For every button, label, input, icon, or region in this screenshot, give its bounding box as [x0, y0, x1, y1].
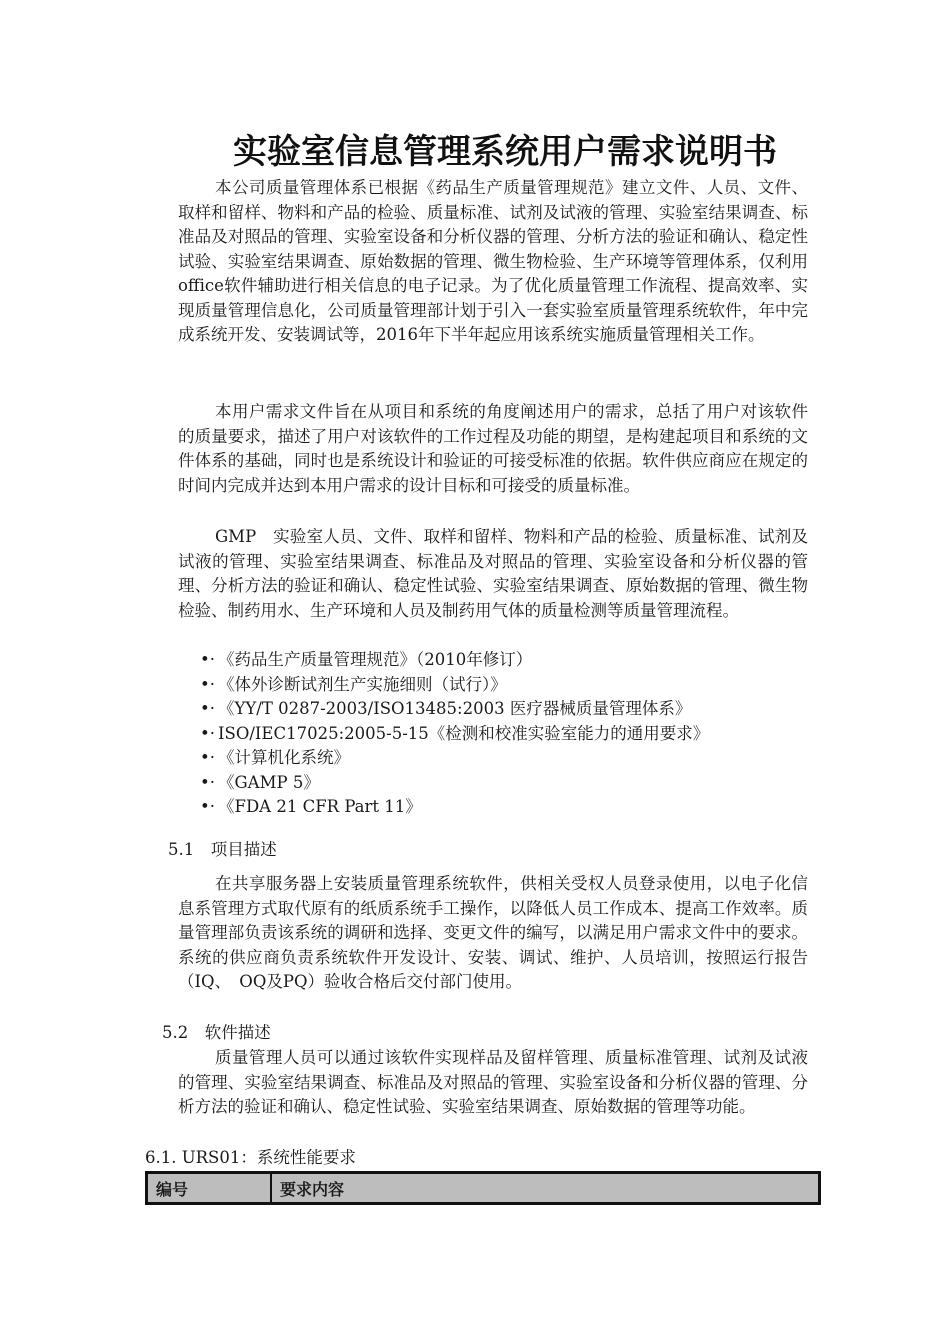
- intro-paragraph: 本公司质量管理体系已根据《药品生产质量管理规范》建立文件、人员、文件、取样和留样、物料和产品的检验、质量标准、试剂及试液的管理、实验室结果调查、标准品及对照品的管理、实验室设备和分析仪器的管理、分析方法的验证和确认、稳定性试验、实验室结果调查、原始数据的管理、微生物检验、生产环境等管理体系，仅利用office软件辅助进行相关信息的电子记录。为了优化质量管理工作流程、提高效率、实现质量管理信息化，公司质量管理部计划于引入一套实验室质量管理系统软件，年中完成系统开发、安装调试等，2016年下半年起应用该系统实施质量管理相关工作。: [178, 178, 808, 344]
- bullet-icon: •·: [200, 723, 215, 743]
- list-item: [200, 722, 709, 747]
- list-item: [200, 795, 709, 820]
- reference-list: [200, 648, 709, 820]
- section-heading-6-1: 6.1. URS01：系统性能要求: [145, 1148, 356, 1167]
- reference-item: 《药品生产质量管理规范》（2010年修订）: [218, 650, 533, 669]
- bullet-icon: •·: [200, 674, 215, 694]
- software-description-paragraph: 质量管理人员可以通过该软件实现样品及留样管理、质量标准管理、试剂及试液的管理、实验室结果调查、标准品及对照品的管理、实验室设备和分析仪器的管理、分析方法的验证和确认、稳定性试验、实验室结果调查、原始数据的管理等功能。: [178, 1048, 808, 1116]
- list-item: [200, 697, 709, 722]
- bullet-icon: •·: [200, 797, 215, 816]
- list-item: [200, 673, 709, 698]
- gmp-paragraph: GMP 实验室人员、文件、取样和留样、物料和产品的检验、质量标准、试剂及试液的管理、实验室结果调查、标准品及对照品的管理、实验室设备和分析仪器的管理、分析方法的验证和确认、稳定性试验、实验室结果调查、原始数据的管理、微生物检验、制药用水、生产环境和人员及制药用气体的质量检测等质量管理流程。: [178, 527, 808, 620]
- document-title: 实验室信息管理系统用户需求说明书: [233, 132, 777, 172]
- list-item: [200, 771, 709, 796]
- bullet-icon: •·: [200, 650, 215, 669]
- reference-item: 《FDA 21 CFR Part 11》: [218, 797, 422, 816]
- section-heading-5-1: 5.1 项目描述: [168, 840, 277, 859]
- bullet-icon: •·: [200, 772, 215, 792]
- project-description-paragraph: 在共享服务器上安装质量管理系统软件，供相关受权人员登录使用，以电子化信息系管理方式取代原有的纸质系统手工操作，以降低人员工作成本、提高工作效率。质量管理部负责该系统的调研和选择、变更文件的编写，以满足用户需求文件中的要求。系统的供应商负责系统软件开发设计、安装、调试、维护、人员培训，按照运行报告（IQ、 OQ及PQ）验收合格后交付部门使用。: [178, 874, 808, 991]
- purpose-paragraph: 本用户需求文件旨在从项目和系统的角度阐述用户的需求，总括了用户对该软件的质量要求，描述了用户对该软件的工作过程及功能的期望，是构建起项目和系统的文件体系的基础，同时也是系统设计和验证的可接受标准的依据。软件供应商应在规定的时间内完成并达到本用户需求的设计目标和可接受的质量标准。: [178, 402, 808, 495]
- section-heading-5-2: 5.2 软件描述: [162, 1023, 271, 1042]
- reference-item: 《GAMP 5》: [218, 772, 320, 792]
- bullet-icon: •·: [200, 699, 215, 718]
- reference-item: 《YY/T 0287-2003/ISO13485:2003 医疗器械质量管理体系》: [218, 699, 692, 718]
- list-item: [200, 746, 709, 771]
- bullet-icon: •·: [200, 748, 215, 767]
- column-header-id: 编号: [148, 1174, 272, 1202]
- list-item: [200, 648, 709, 673]
- reference-item: ISO/IEC17025:2005-5-15《检测和校准实验室能力的通用要求》: [218, 723, 710, 743]
- column-header-content: 要求内容: [280, 1179, 345, 1199]
- reference-item: 《计算机化系统》: [218, 748, 350, 767]
- reference-item: 《体外诊断试剂生产实施细则（试行）》: [218, 674, 507, 694]
- requirements-table-header: [145, 1171, 821, 1205]
